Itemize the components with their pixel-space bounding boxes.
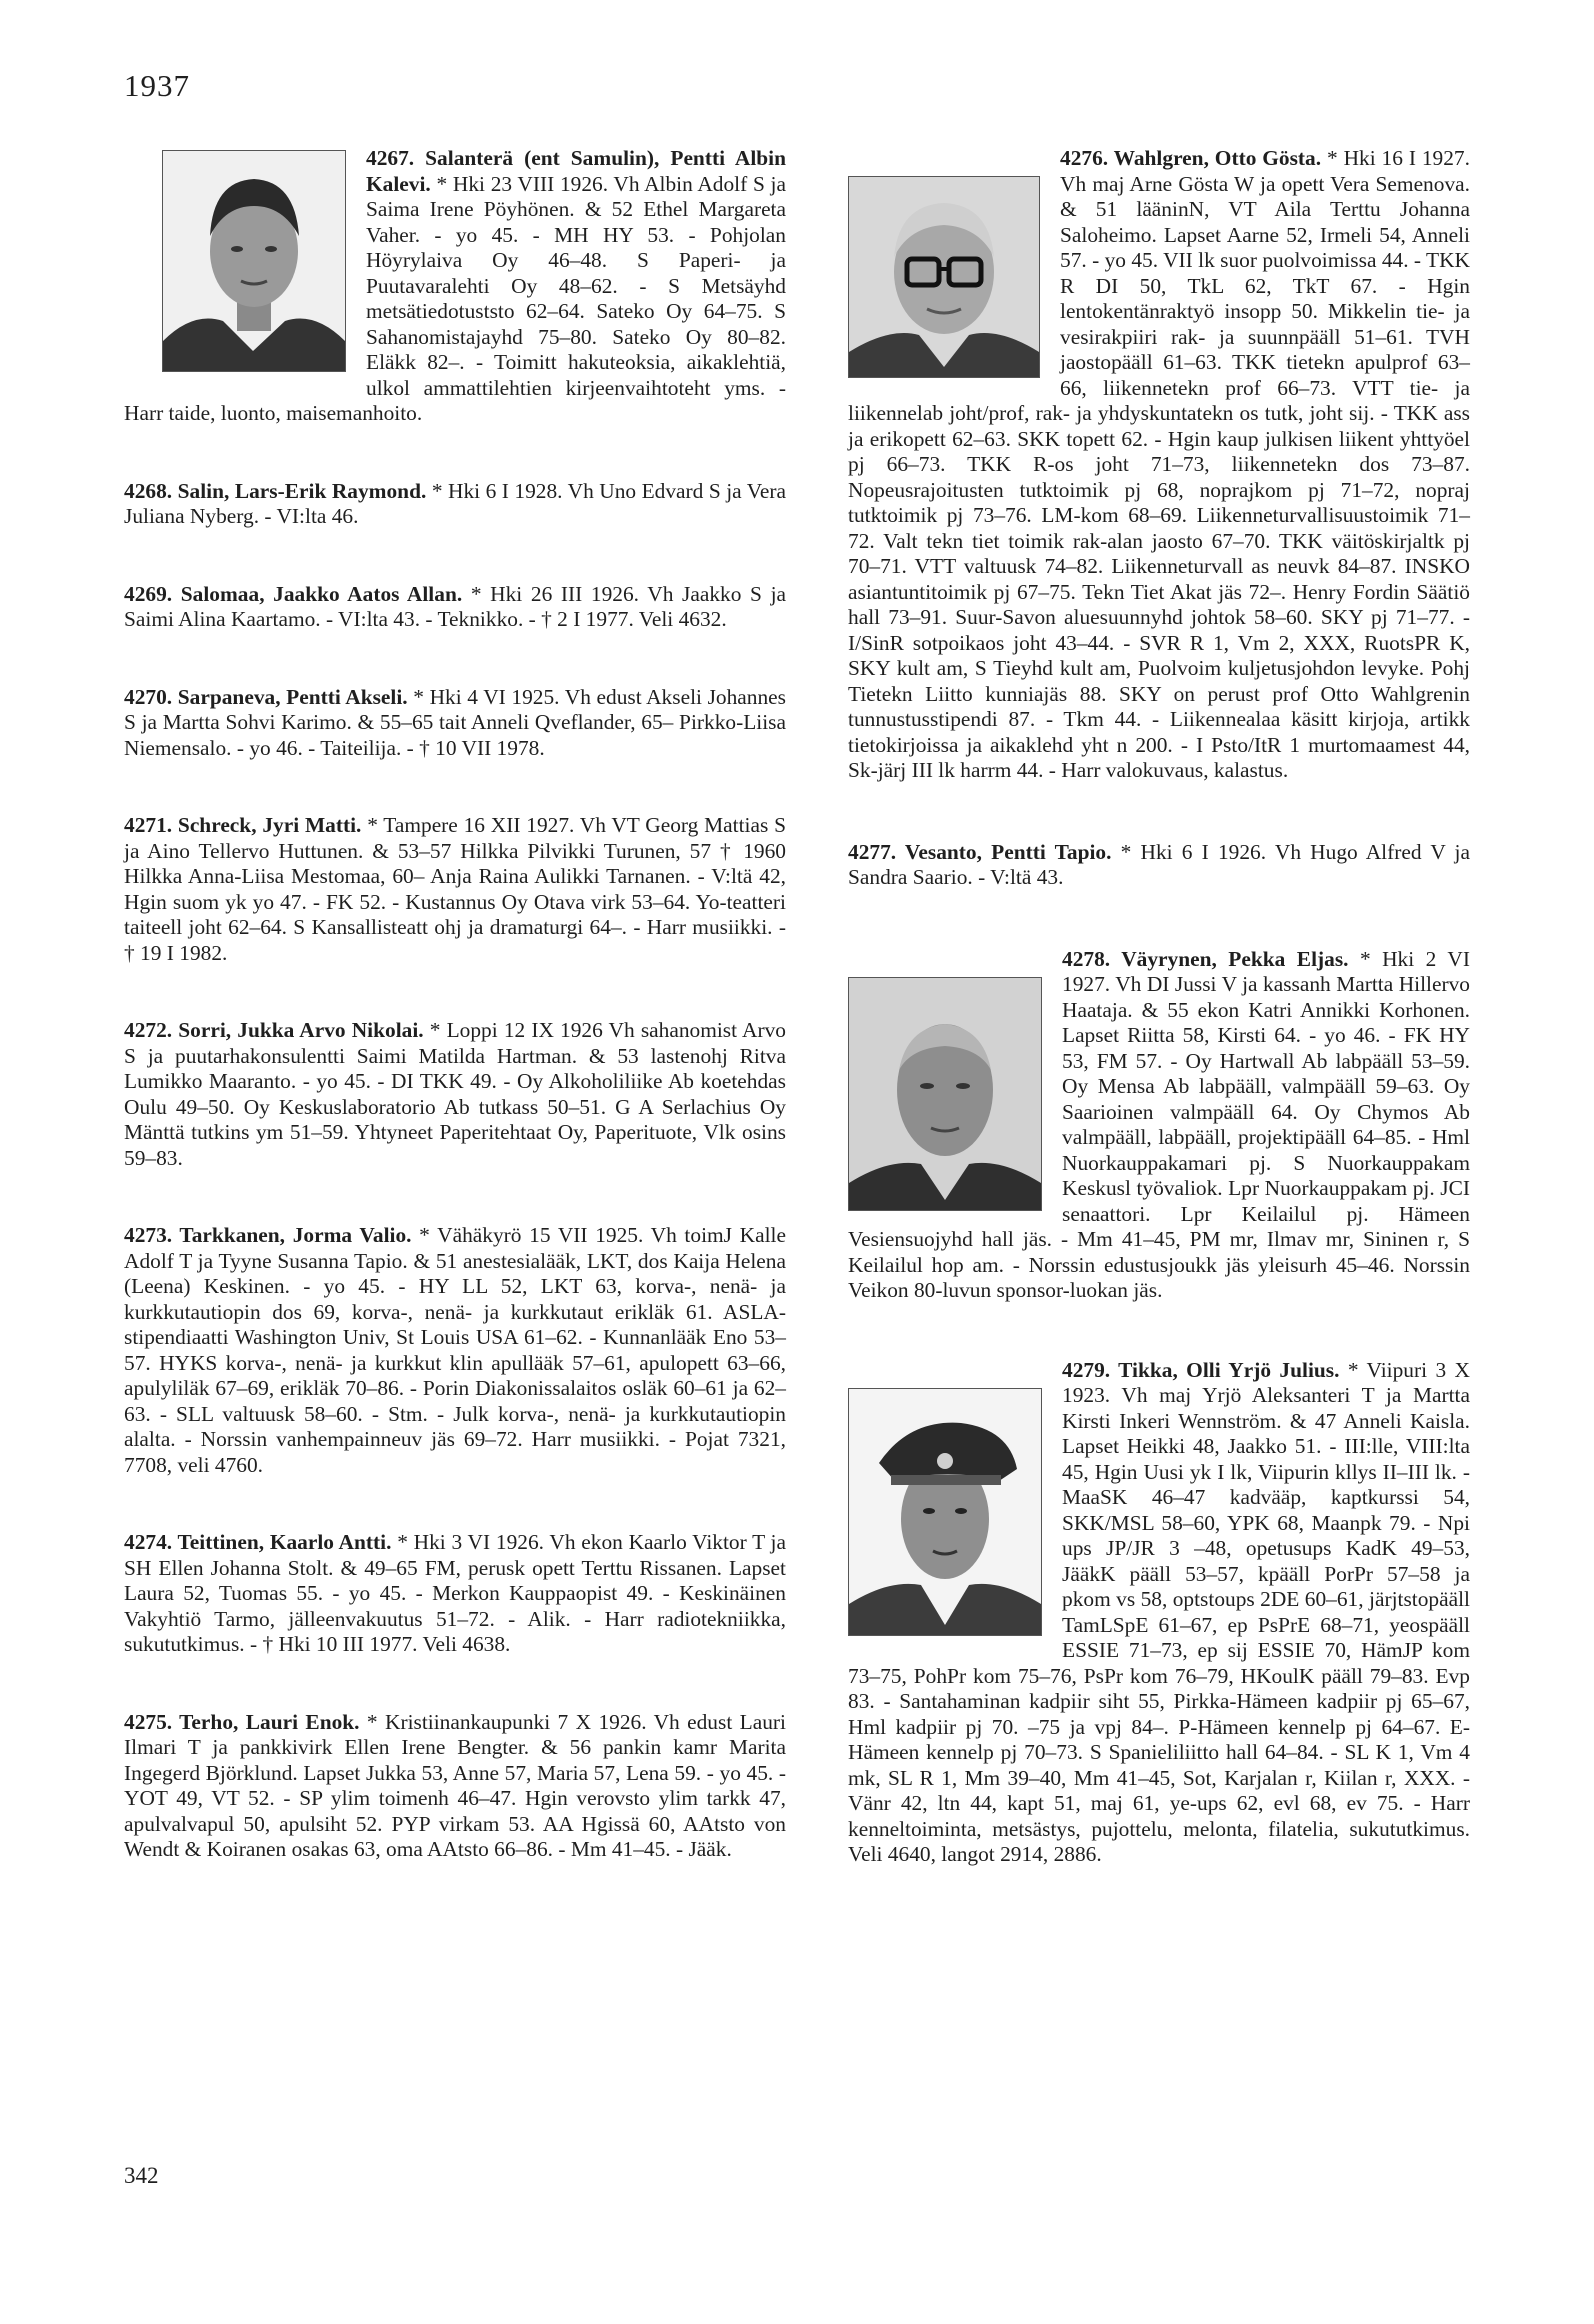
entry-header: 4276. Wahlgren, Otto Gösta. <box>1060 146 1322 170</box>
entry-text: * Kristiinankaupunki 7 X 1926. Vh edust Lauri Ilmari T ja pankkivirk Ellen Irene Bengter. & 56 pankin kamr Marita Ingegerd Björklund. Lapset Jukka 53, Anne 57, Maria 57, Lena 59. - yo 45. - YOT 49, VT 52. - SP ylim toimenh 46–47. Hgin verovsto ylim tarkk 47, apulvalvapul 50, apulsiht 52. PYP virkam 53. AA Hgissä 60, AAtsto von Wendt & Koiranen osakas 63, oma AAtsto 66–86. - Mm 41–45. - Jääk. <box>124 1709 786 1861</box>
page-year: 1937 <box>124 68 190 103</box>
portrait-4279-photo <box>848 1388 1042 1636</box>
portrait-4267-photo <box>162 150 346 372</box>
entry-4276 <box>848 146 1470 784</box>
portrait-4278-image <box>849 978 1041 1210</box>
entry-header: 4270. Sarpaneva, Pentti Akseli. <box>124 684 408 709</box>
entry-text: * Tampere 16 XII 1927. Vh VT Georg Mattias S ja Aino Tellervo Huttunen. & 53–57 Hilkka Pilvikki Turunen, 57 † 1960 Hilkka Anna-Liisa Mestomaa, 60– Anja Raina Aulikki Tarnanen. - V:ltä 42, Hgin suom yk yo 47. - FK 52. - Kustannus Oy Otava virk 53–64. Yo-teatteri taiteell joht 62–64. S Kansallisteatt ohj ja dramaturgi 64–. - Harr musiikki. - † 19 I 1982. <box>124 813 786 965</box>
entry-text: * Hki 6 I 1926. Vh Hugo Alfred V ja Sandra Saario. - V:ltä 43. <box>848 839 1470 889</box>
page-number: 342 <box>124 2163 159 2188</box>
portrait-4279-image <box>849 1389 1041 1635</box>
entry-text: * Vähäkyrö 15 VII 1925. Vh toimJ Kalle Adolf T ja Tyyne Susanna Tapio. & 51 anestesialääk, LKT, dos Kaija Helena (Leena) Keskinen. - yo 45. - HY LL 52, LKT 63, korva-, nenä- ja kurkkutautiopin dos 69, korva-, nenä- ja kurkkutaut erikläk 61. ASLA-stipendiaatti Washington Univ, St Louis USA 61–62. - Kunnanlääk Eno 53–57. HYKS korva-, nenä- ja kurkkut klin apullääk 57–61, apulopett 63–66, apulyliläk 67–69, erikläk 70–86. - Porin Diakonissalaitos osläk 60–61 ja 62–63. - SLL valtuusk 58–60. - Stm. - Julk korva-, nenä- ja kurkkutautiopin alalta. - Norssin vanhempainneuv jäs 69–72. Harr musiikki. - Pojat 7321, 7708, veli 4760. <box>124 1223 786 1477</box>
entry-4267 <box>124 146 786 427</box>
entry-header: 4273. Tarkkanen, Jorma Valio. <box>124 1223 412 1247</box>
entry-header: 4268. Salin, Lars-Erik Raymond. <box>124 478 427 503</box>
portrait-4278-photo <box>848 977 1042 1211</box>
entry-4268 <box>124 479 786 530</box>
entry-header: 4269. Salomaa, Jaakko Aatos Allan. <box>124 581 463 606</box>
right-column <box>848 146 1470 1868</box>
entry-4270 <box>124 685 786 762</box>
entry-4279 <box>848 1358 1470 1868</box>
entry-text: * Hki 16 I 1927. Vh maj Arne Gösta W ja opett Vera Semenova. & 51 lääninN, VT Aila Terttu Johanna Saloheimo. Lapset Aarne 52, Irmeli 54, Anneli 57. - yo 45. VII lk suor puolvoimissa 44. - TKK R DI 50, TkL 62, TkT 67. - Hgin lentokentänraktyö insopp 50. Mikkelin tie- ja vesirakpiiri rak- ja suunnpääll 51–61. TVH jaostopääll 61–63. TKK tietekn apulprof 63–66, liikennetekn prof 66–73. VTT tie- ja liikennelab joht/prof, rak- ja yhdyskuntatekn os tutk, joht sij. - TKK ass ja erikopett 62–63. SKK topett 62. - Hgin kaup julkisen liikent yhttyöel pj 66–73. TKK R-os joht 71–73, liikennetekn dos 73–87. Nopeusrajoitusten tutktoimik pj 68, noprajkom pj 71–72, nopraj tutktoimik pj 73–76. LM-kom 68–69. Liikenneturvallisuustoimik 71–72. Valt tekn tiet toimik rak-alan jaosto 67–70. TKK väitöskirjaltk pj 70–71. VTT valtuusk 74–82. Liikenneturvall as neuvk 84–87. INSKO asiantuntitoimik pj 67–75. Tekn Tiet Akat jäs 72–. Henry Fordin Säätiö hall 73–91. Suur-Savon aluesuunnyhd johtok 58–60. SKY pj 71–77. - I/SinR sotpoikaos joht 43–44. - SVR R 1, Vm 2, XXX, RuotsPR K, SKY kult am, S Tieyhd kult am, Puolvoim kuljetusjohdon levyke. Pohj Tietekn Liitto kunniajäs 88. SKY on perust prof Otto Wahlgrenin tunnustusstipendi 87. - Tkm 44. - Liikennealaa käsitt kirjoja, artikk tietokirjoissa ja aikaklehd yht n 200. - I Psto/ItR 1 murtomaamest 44, Sk-järj III lk harrm 44. - Harr valokuvaus, kalastus. <box>848 146 1470 782</box>
entry-4269 <box>124 582 786 633</box>
entry-4272 <box>124 1018 786 1171</box>
entry-text: * Hki 26 III 1926. Vh Jaakko S ja Saimi Alina Kaartamo. - VI:lta 43. - Teknikko. - † 2 I 1977. Veli 4632. <box>124 581 787 631</box>
entry-4273 <box>124 1223 786 1478</box>
entry-4275 <box>124 1710 786 1863</box>
portrait-4276-image <box>849 177 1039 377</box>
portrait-4276-photo <box>848 176 1040 378</box>
entry-text: * Hki 23 VIII 1926. Vh Albin Adolf S ja Saima Irene Pöyhönen. & 52 Ethel Margareta Vaher. - yo 45. - MH HY 53. - Pohjolan Höyrylaiva Oy 46–48. S Paperi- ja Puutavaralehti Oy 48–62. - S Metsäyhd metsätiedotuststo 62–64. Sateko Oy 64–75. S Sahanomistajayhd 75–80. Sateko Oy 80–82. Eläkk 82–. - Toimitt hakuteoksia, aikaklehtiä, ulkol ammattilehtien kirjeenvaihtoteht yms. - Harr taide, luonto, maisemanhoito. <box>124 171 786 425</box>
entry-text: * Hki 6 I 1928. Vh Uno Edvard S ja Vera Juliana Nyberg. - VI:lta 46. <box>124 478 786 528</box>
entry-text: * Hki 2 VI 1927. Vh DI Jussi V ja kassanh Martta Hillervo Haataja. & 55 ekon Katri Annikki Korhonen. Lapset Riitta 58, Kirsti 64. - yo 46. - FK HY 53, FM 57. - Oy Hartwall Ab labpääll 53–59. Oy Mensa Ab labpääll, valmpääll 59–63. Oy Saarioinen valmpääll 64. Oy Chymos Ab valmpääll, labpääll, projektipääll 64–85. - Hml Nuorkauppakamari pj. S Nuorkauppakam Keskusl työvaliok. Lpr Nuorkauppakam pj. JCI senaattori. Lpr Keilailul pj. Hämeen Vesiensuojyhd hall jäs. - Mm 41–45, PM mr, Ilmav mr, Sininen r, S Keilailul hop am. - Norssin edustusjoukk jäs yleisurh 45–46. Norssin Veikon 80-luvun sponsor-luokan jäs. <box>848 946 1470 1302</box>
entry-header: 4275. Terho, Lauri Enok. <box>124 1709 360 1734</box>
entry-text: * Hki 4 VI 1925. Vh edust Akseli Johannes S ja Martta Sohvi Karimo. & 55–65 tait Anneli Qveflander, 65– Pirkko-Liisa Niemensalo. - yo 46. - Taiteilija. - † 10 VII 1978. <box>124 684 786 760</box>
entry-4277 <box>848 840 1470 891</box>
entry-header: 4277. Vesanto, Pentti Tapio. <box>848 839 1112 864</box>
entry-header: 4278. Väyrynen, Pekka Eljas. <box>1062 946 1349 971</box>
entry-4278 <box>848 947 1470 1304</box>
entry-4274 <box>124 1530 786 1658</box>
entry-header: 4274. Teittinen, Kaarlo Antti. <box>124 1530 392 1554</box>
left-column <box>124 146 786 1863</box>
entry-text: * Loppi 12 IX 1926 Vh sahanomist Arvo S ja puutarhakonsulentti Saimi Matilda Hartman. & 53 lastenohj Ritva Lumikko Maaranto. - yo 45. - DI TKK 49. - Oy Alkoholiliike Ab koetehdas Oulu 49–50. Oy Keskuslaboratorio Ab tutkass 50–51. G A Serlachius Oy Mänttä tutkins ym 51–59. Yhtyneet Paperitehtaat Oy, Paperituote, Vlk osins 59–83. <box>124 1018 786 1170</box>
entry-header: 4271. Schreck, Jyri Matti. <box>124 813 362 837</box>
entry-text: * Hki 3 VI 1926. Vh ekon Kaarlo Viktor T ja SH Ellen Johanna Stolt. & 49–65 FM, perusk opett Terttu Rissanen. Lapset Laura 52, Tuomas 55. - yo 45. - Merkon Kauppaopist 49. - Keskinäinen Vakyhtiö Tarmo, jälleenvakuutus 51–72. - Alik. - Harr radiotekniikka, sukututkimus. - † Hki 10 III 1977. Veli 4638. <box>124 1530 786 1656</box>
portrait-4267-image <box>163 151 345 371</box>
entry-4271 <box>124 813 786 966</box>
entry-header: 4279. Tikka, Olli Yrjö Julius. <box>1062 1357 1340 1382</box>
entry-header: 4272. Sorri, Jukka Arvo Nikolai. <box>124 1018 424 1042</box>
entry-text: * Viipuri 3 X 1923. Vh maj Yrjö Aleksanteri T ja Martta Kirsti Inkeri Wennström. & 47 Anneli Kaisla. Lapset Heikki 48, Jaakko 51. - III:lle, VIII:lta 45, Hgin Uusi yk I lk, Viipurin kllys II–III lk. - MaaSK 46–47 kadvääp, kaptkurssi 54, SKK/MSL 58–60, YPK 68, Maanpk 79. - Npi ups JP/JR 3 –48, opetusups KadK 49–53, JääkK pääll 53–57, kpääll PorPr 57–58 ja pkom vs 58, optstoups 2DE 60–61, järjtstopääll TamLSpE 61–67, ep PsPrE 68–71, yeospääll ESSIE 71–73, ep sij ESSIE 70, HämJP kom 73–75, PohPr kom 75–76, PsPr kom 76–79, HKoulK pääll 79–83. Evp 83. - Santahaminan kadpiir siht 55, Pirkka-Hämeen kadpiir pj 65–67, Hml kadpiir pj 70. –75 ja vpj 84–. P-Hämeen kennelp pj 64–67. E-Hämeen kennelp pj 70–73. S Spanieliliitto hall 64–84. - SL K 1, Vm 4 mk, SL R 1, Mm 39–40, Mm 41–45, Sot, Karjalan r, Kiilan r, XXX. - Vänr 42, ltn 44, kapt 51, maj 61, ye-ups 62, evl 68, ev 75. - Harr kenneltoiminta, metsästys, pujottelu, melonta, filatelia, sukututkimus. Veli 4640, langot 2914, 2886. <box>848 1357 1470 1866</box>
entry-header: 4267. Salanterä (ent Samulin), Pentti Albin Kalevi. <box>366 146 786 196</box>
